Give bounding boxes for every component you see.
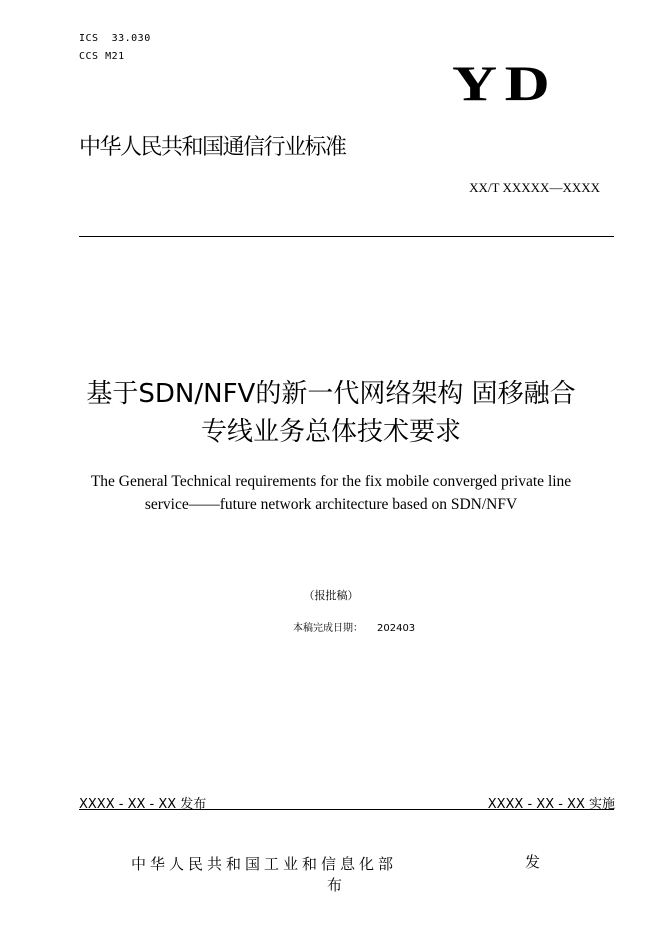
issue-char-2: 布 xyxy=(327,876,343,894)
chinese-title xyxy=(40,375,622,451)
completion-date-line xyxy=(293,619,415,634)
chinese-title-line-1: 基于SDN/NFV的新一代网络架构 固移融合 xyxy=(86,379,576,409)
publish-date: XXXX - XX - XX 发布 xyxy=(79,797,207,812)
industry-standard-heading: 中华人民共和国通信行业标准 xyxy=(79,135,346,160)
issue-char-1: 发 xyxy=(525,853,541,871)
issuing-authority: 中华人民共和国工业和信息化部 xyxy=(131,855,398,873)
footer-divider xyxy=(79,809,614,810)
completion-date-value: 202403 xyxy=(377,623,416,634)
english-title xyxy=(60,470,602,516)
header-divider xyxy=(79,236,614,237)
standard-number: XX/T XXXXX—XXXX xyxy=(469,180,600,195)
english-title-line-2: service——future network architecture based on SDN/NFV xyxy=(144,496,518,513)
chinese-title-line-2: 专线业务总体技术要求 xyxy=(200,417,461,447)
ccs-code: CCS M21 xyxy=(79,51,125,62)
draft-status: （报批稿） xyxy=(303,589,359,602)
english-title-line-1: The General Technical requirements for the fix mobile converged private line xyxy=(90,473,572,490)
completion-date-label: 本稿完成日期： xyxy=(293,623,363,634)
ics-code: ICS 33.030 xyxy=(79,33,151,44)
yd-logo: YD xyxy=(452,55,558,111)
implement-date: XXXX - XX - XX 实施 xyxy=(487,797,615,812)
